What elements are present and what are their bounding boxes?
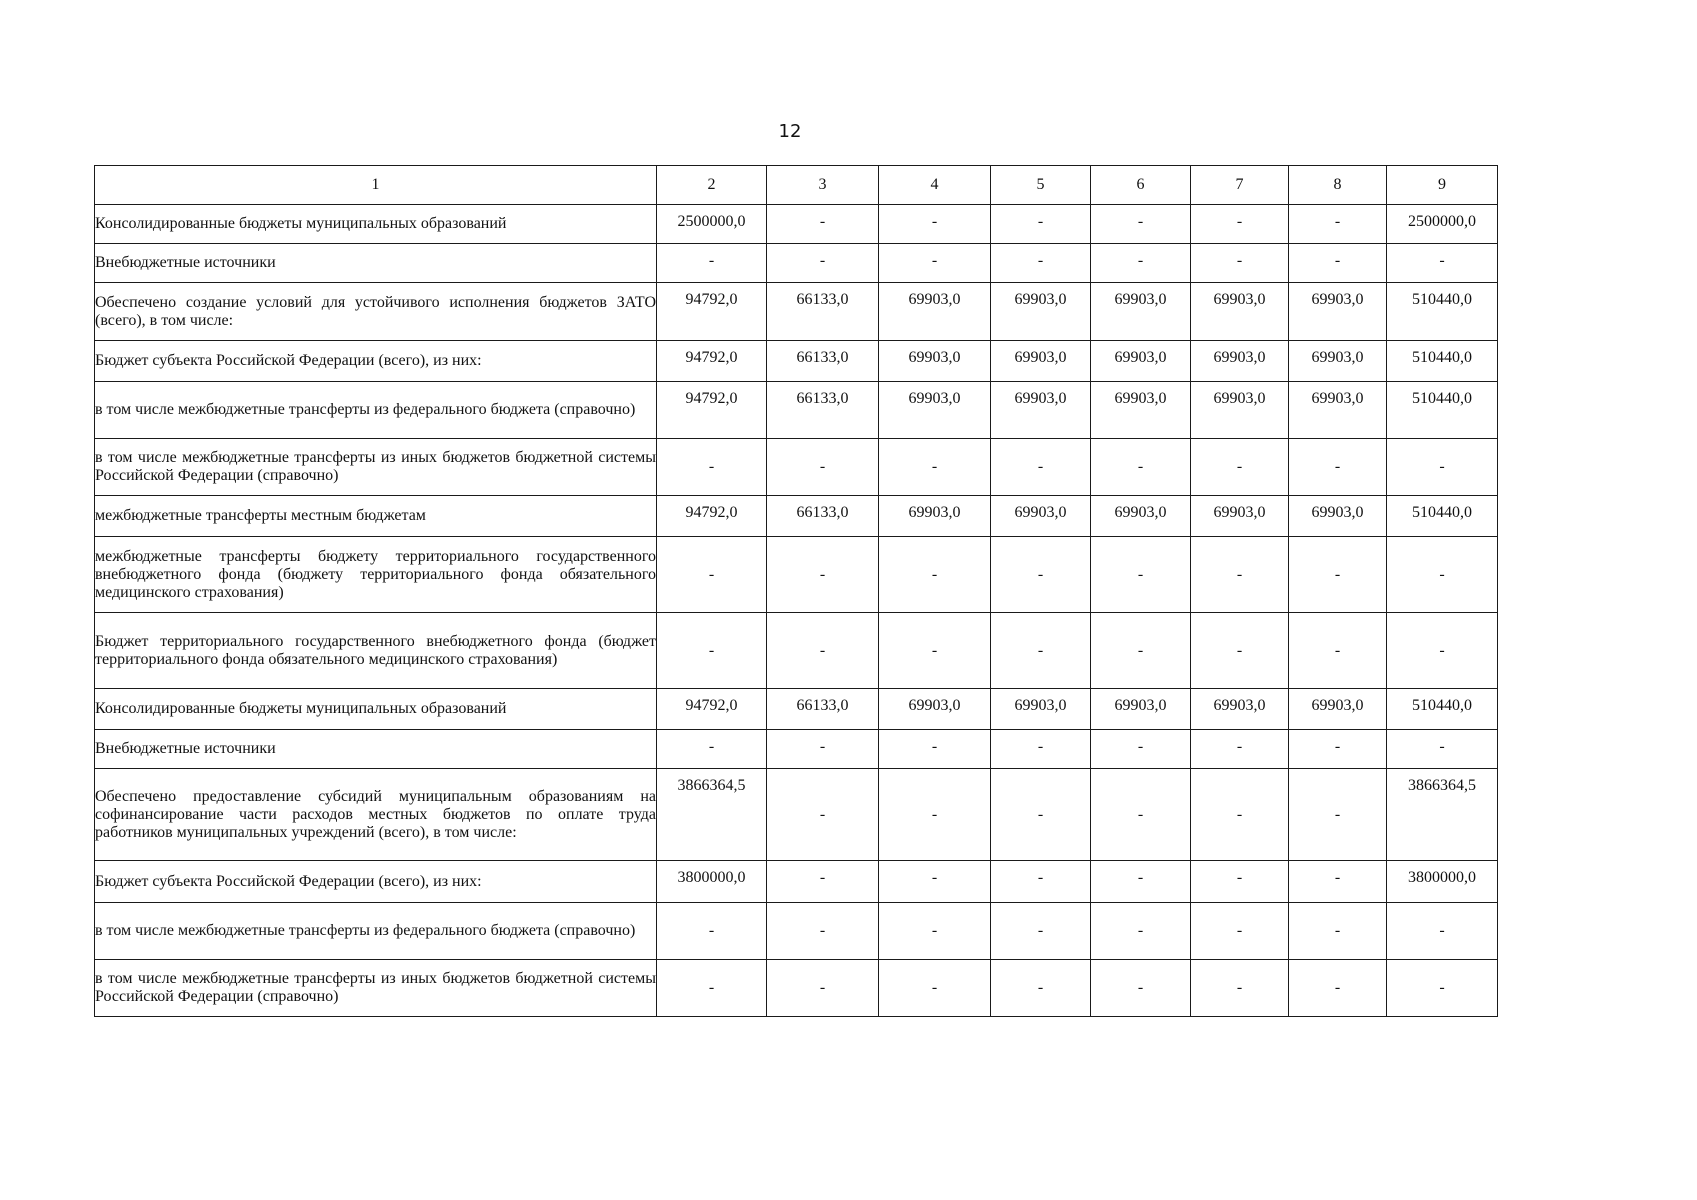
value-cell: 69903,0: [879, 341, 991, 382]
value-cell: 66133,0: [767, 689, 879, 730]
value-cell: 66133,0: [767, 496, 879, 537]
value-cell: 2500000,0: [657, 205, 767, 244]
value-cell: -: [991, 903, 1091, 960]
value-cell: -: [657, 960, 767, 1017]
value-cell: -: [1387, 960, 1498, 1017]
table-row: [95, 283, 1498, 341]
row-label: в том числе межбюджетные трансферты из федерального бюджета (справочно): [95, 903, 657, 960]
value-cell: 69903,0: [1191, 496, 1289, 537]
value-cell: 94792,0: [657, 341, 767, 382]
value-cell: 510440,0: [1387, 283, 1498, 341]
value-cell: -: [1191, 537, 1289, 613]
table-row: [95, 689, 1498, 730]
value-cell: -: [1091, 439, 1191, 496]
value-cell: 66133,0: [767, 341, 879, 382]
value-cell: -: [1191, 439, 1289, 496]
value-cell: -: [1289, 439, 1387, 496]
table-row: [95, 769, 1498, 861]
value-cell: 3800000,0: [657, 861, 767, 903]
value-cell: -: [991, 439, 1091, 496]
value-cell: -: [1289, 769, 1387, 861]
row-label: Внебюджетные источники: [95, 730, 657, 769]
value-cell: 94792,0: [657, 496, 767, 537]
value-cell: -: [879, 613, 991, 689]
value-cell: -: [767, 960, 879, 1017]
header-cell: 1: [95, 166, 657, 205]
row-label: межбюджетные трансферты бюджету территориального государственного внебюджетного фонда (бюджету территориального фонда обязательного медицинского страхования): [95, 537, 657, 613]
header-cell: 6: [1091, 166, 1191, 205]
value-cell: -: [767, 537, 879, 613]
value-cell: 69903,0: [991, 283, 1091, 341]
value-cell: 94792,0: [657, 382, 767, 439]
value-cell: -: [1387, 903, 1498, 960]
value-cell: -: [1387, 730, 1498, 769]
row-label: в том числе межбюджетные трансферты из иных бюджетов бюджетной системы Российской Федерации (справочно): [95, 439, 657, 496]
value-cell: 69903,0: [1289, 382, 1387, 439]
value-cell: 69903,0: [991, 496, 1091, 537]
value-cell: -: [657, 730, 767, 769]
value-cell: -: [1091, 537, 1191, 613]
header-cell: 3: [767, 166, 879, 205]
value-cell: 69903,0: [1091, 689, 1191, 730]
value-cell: -: [991, 960, 1091, 1017]
value-cell: -: [767, 613, 879, 689]
row-label: Обеспечено предоставление субсидий муниципальным образованиям на софинансирование части расходов местных бюджетов по оплате труда работников муниципальных учреждений (всего), в том числе:: [95, 769, 657, 861]
budget-table: [94, 165, 1498, 1017]
value-cell: -: [991, 769, 1091, 861]
value-cell: -: [1091, 769, 1191, 861]
value-cell: -: [1289, 730, 1387, 769]
value-cell: -: [879, 205, 991, 244]
value-cell: -: [1191, 769, 1289, 861]
row-label: Обеспечено создание условий для устойчивого исполнения бюджетов ЗАТО (всего), в том числе:: [95, 283, 657, 341]
value-cell: -: [1191, 205, 1289, 244]
value-cell: 69903,0: [991, 382, 1091, 439]
value-cell: -: [657, 537, 767, 613]
row-label: Бюджет территориального государственного внебюджетного фонда (бюджет территориального фонда обязательного медицинского страхования): [95, 613, 657, 689]
value-cell: -: [879, 769, 991, 861]
value-cell: 66133,0: [767, 382, 879, 439]
value-cell: 69903,0: [1289, 341, 1387, 382]
value-cell: 69903,0: [1191, 341, 1289, 382]
row-label: в том числе межбюджетные трансферты из федерального бюджета (справочно): [95, 382, 657, 439]
value-cell: -: [1191, 960, 1289, 1017]
value-cell: -: [1091, 244, 1191, 283]
value-cell: -: [879, 537, 991, 613]
value-cell: -: [767, 439, 879, 496]
value-cell: -: [1387, 244, 1498, 283]
value-cell: -: [767, 861, 879, 903]
row-label: Консолидированные бюджеты муниципальных образований: [95, 689, 657, 730]
value-cell: 3866364,5: [657, 769, 767, 861]
value-cell: 69903,0: [1091, 496, 1191, 537]
value-cell: -: [657, 439, 767, 496]
value-cell: -: [879, 439, 991, 496]
table-row: [95, 205, 1498, 244]
row-label: в том числе межбюджетные трансферты из иных бюджетов бюджетной системы Российской Федерации (справочно): [95, 960, 657, 1017]
value-cell: -: [991, 244, 1091, 283]
value-cell: -: [767, 769, 879, 861]
table-row: [95, 439, 1498, 496]
value-cell: -: [1387, 439, 1498, 496]
table-row: [95, 496, 1498, 537]
value-cell: 66133,0: [767, 283, 879, 341]
table-row: [95, 903, 1498, 960]
value-cell: 69903,0: [1091, 341, 1191, 382]
table-row: [95, 341, 1498, 382]
table-row: [95, 382, 1498, 439]
value-cell: 69903,0: [1091, 283, 1191, 341]
value-cell: -: [1289, 537, 1387, 613]
value-cell: -: [991, 861, 1091, 903]
value-cell: 69903,0: [879, 496, 991, 537]
value-cell: -: [1091, 730, 1191, 769]
value-cell: -: [767, 730, 879, 769]
value-cell: -: [767, 903, 879, 960]
table-row: [95, 537, 1498, 613]
value-cell: 510440,0: [1387, 382, 1498, 439]
header-cell: 9: [1387, 166, 1498, 205]
value-cell: 69903,0: [1289, 283, 1387, 341]
row-label: Бюджет субъекта Российской Федерации (всего), из них:: [95, 341, 657, 382]
value-cell: -: [657, 613, 767, 689]
value-cell: 69903,0: [991, 689, 1091, 730]
table-row: [95, 244, 1498, 283]
value-cell: 69903,0: [991, 341, 1091, 382]
value-cell: 69903,0: [1091, 382, 1191, 439]
value-cell: -: [657, 244, 767, 283]
row-label: межбюджетные трансферты местным бюджетам: [95, 496, 657, 537]
value-cell: -: [1289, 861, 1387, 903]
value-cell: -: [879, 903, 991, 960]
table-row: [95, 861, 1498, 903]
row-label: Бюджет субъекта Российской Федерации (всего), из них:: [95, 861, 657, 903]
header-cell: 8: [1289, 166, 1387, 205]
value-cell: 69903,0: [1191, 382, 1289, 439]
value-cell: 69903,0: [879, 689, 991, 730]
value-cell: -: [1289, 960, 1387, 1017]
value-cell: -: [1091, 960, 1191, 1017]
value-cell: -: [657, 903, 767, 960]
value-cell: 69903,0: [1191, 283, 1289, 341]
header-cell: 7: [1191, 166, 1289, 205]
value-cell: 510440,0: [1387, 341, 1498, 382]
value-cell: -: [991, 205, 1091, 244]
value-cell: -: [1289, 903, 1387, 960]
value-cell: 94792,0: [657, 283, 767, 341]
value-cell: -: [879, 861, 991, 903]
value-cell: -: [1091, 205, 1191, 244]
value-cell: 69903,0: [1289, 496, 1387, 537]
table-row: [95, 613, 1498, 689]
value-cell: 69903,0: [879, 283, 991, 341]
value-cell: -: [767, 244, 879, 283]
value-cell: -: [879, 960, 991, 1017]
value-cell: 2500000,0: [1387, 205, 1498, 244]
page-number: 12: [778, 121, 802, 142]
value-cell: 94792,0: [657, 689, 767, 730]
value-cell: 3866364,5: [1387, 769, 1498, 861]
value-cell: -: [991, 613, 1091, 689]
header-cell: 4: [879, 166, 991, 205]
value-cell: -: [767, 205, 879, 244]
header-cell: 2: [657, 166, 767, 205]
value-cell: -: [1289, 244, 1387, 283]
value-cell: 3800000,0: [1387, 861, 1498, 903]
value-cell: 69903,0: [1289, 689, 1387, 730]
value-cell: -: [879, 244, 991, 283]
value-cell: -: [991, 537, 1091, 613]
value-cell: -: [1091, 903, 1191, 960]
value-cell: -: [1387, 613, 1498, 689]
value-cell: -: [1091, 861, 1191, 903]
value-cell: -: [1387, 537, 1498, 613]
value-cell: -: [1191, 613, 1289, 689]
value-cell: -: [1191, 244, 1289, 283]
value-cell: 69903,0: [1191, 689, 1289, 730]
value-cell: 510440,0: [1387, 496, 1498, 537]
table-row: [95, 730, 1498, 769]
value-cell: -: [1289, 613, 1387, 689]
table-row: [95, 960, 1498, 1017]
value-cell: 69903,0: [879, 382, 991, 439]
value-cell: -: [1191, 861, 1289, 903]
row-label: Консолидированные бюджеты муниципальных образований: [95, 205, 657, 244]
value-cell: -: [1191, 730, 1289, 769]
value-cell: -: [1191, 903, 1289, 960]
row-label: Внебюджетные источники: [95, 244, 657, 283]
value-cell: -: [879, 730, 991, 769]
value-cell: -: [991, 730, 1091, 769]
value-cell: -: [1091, 613, 1191, 689]
header-cell: 5: [991, 166, 1091, 205]
value-cell: 510440,0: [1387, 689, 1498, 730]
value-cell: -: [1289, 205, 1387, 244]
table-header-row: [95, 166, 1498, 205]
